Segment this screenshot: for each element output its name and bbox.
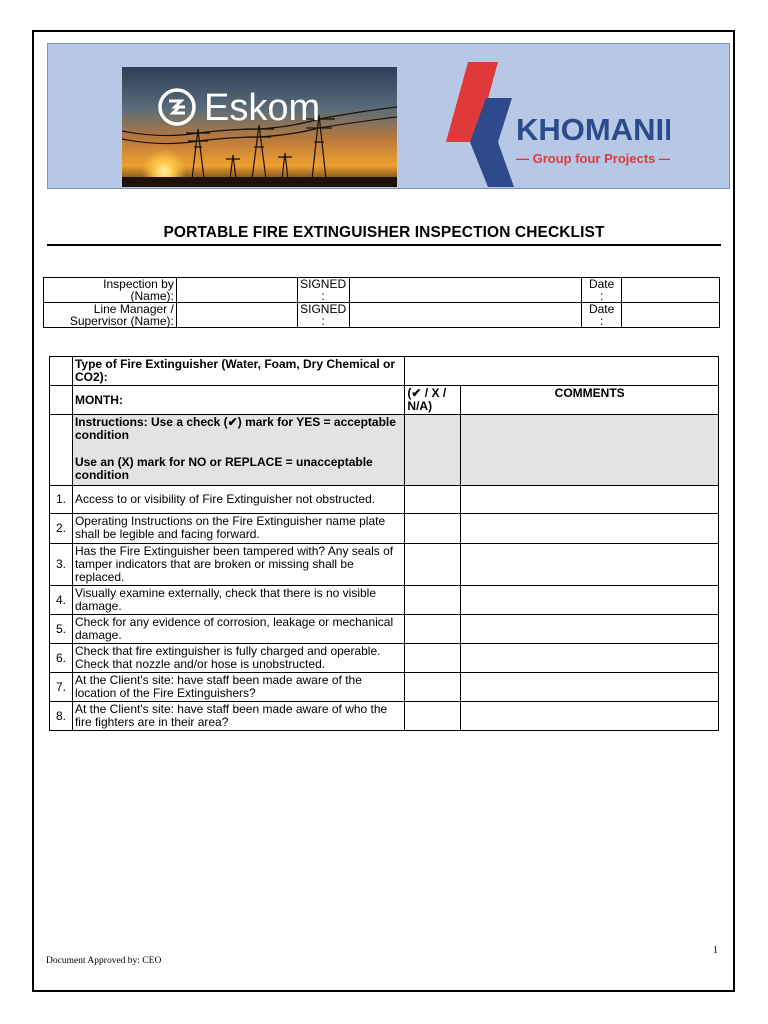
item-text: Operating Instructions on the Fire Extinguisher name plate shall be legible and facing forward. [72, 514, 404, 544]
item-text: At the Client's site: have staff been made aware of the location of the Fire Extinguishers? [72, 673, 404, 702]
document-approval-note: Document Approved by: CEO [46, 956, 162, 966]
inspection-signature-field[interactable] [349, 278, 582, 303]
item-number: 2. [50, 514, 73, 544]
instructions-no: Use an (X) mark for NO or REPLACE = unacceptable condition [74, 455, 373, 482]
blank-cell [50, 415, 73, 486]
item-comments-field[interactable] [461, 673, 719, 702]
month-label: MONTH: [72, 386, 404, 415]
signed-colon: : [321, 289, 325, 303]
line-manager-label-line1: Line Manager / [93, 302, 174, 316]
instructions-cell [72, 415, 404, 486]
item-text: Access to or visibility of Fire Extinguisher not obstructed. [72, 486, 404, 514]
type-label: Type of Fire Extinguisher (Water, Foam, Dry Chemical or CO2): [72, 357, 404, 386]
line-manager-label [44, 303, 177, 328]
item-number: 5. [50, 615, 73, 644]
item-number: 1. [50, 486, 73, 514]
item-comments-field[interactable] [461, 586, 719, 615]
khomanie-logo [440, 60, 670, 188]
signed-text: SIGNED [300, 302, 347, 316]
grey-cell [461, 415, 719, 486]
date-label [582, 278, 622, 303]
item-mark-field[interactable] [405, 644, 461, 673]
item-mark-field[interactable] [405, 486, 461, 514]
item-number: 7. [50, 673, 73, 702]
instructions-row [50, 415, 719, 486]
date-text: Date [588, 302, 615, 316]
checklist-item-3 [50, 544, 719, 586]
sign-off-table [43, 277, 720, 328]
item-number: 6. [50, 644, 73, 673]
inspection-by-label-line1: Inspection by [103, 277, 174, 291]
comments-header: COMMENTS [461, 386, 719, 415]
eskom-logo [122, 67, 397, 187]
item-number: 3. [50, 544, 73, 586]
date-colon: : [599, 314, 604, 328]
type-field[interactable] [405, 357, 719, 386]
signed-label [297, 278, 349, 303]
checklist-item-8 [50, 702, 719, 731]
date-text: Date [588, 277, 615, 291]
item-mark-field[interactable] [405, 544, 461, 586]
inspection-date-field[interactable] [622, 278, 720, 303]
inspection-by-row [44, 278, 720, 303]
item-mark-field[interactable] [405, 586, 461, 615]
signed-label [297, 303, 349, 328]
month-row [50, 386, 719, 415]
item-mark-field[interactable] [405, 673, 461, 702]
checklist-item-5 [50, 615, 719, 644]
type-row [50, 357, 719, 386]
item-comments-field[interactable] [461, 702, 719, 731]
checklist-item-4 [50, 586, 719, 615]
item-comments-field[interactable] [461, 644, 719, 673]
item-comments-field[interactable] [461, 514, 719, 544]
item-text: Check for any evidence of corrosion, leakage or mechanical damage. [72, 615, 404, 644]
item-text: Has the Fire Extinguisher been tampered with? Any seals of tamper indicators that are broken or missing shall be replaced. [72, 544, 404, 586]
title-underline [47, 244, 721, 246]
checklist-item-6 [50, 644, 719, 673]
line-manager-date-field[interactable] [622, 303, 720, 328]
item-comments-field[interactable] [461, 486, 719, 514]
signed-colon: : [321, 314, 325, 328]
checklist-table [49, 356, 719, 731]
item-number: 8. [50, 702, 73, 731]
line-manager-signature-field[interactable] [349, 303, 582, 328]
blank-cell [50, 357, 73, 386]
item-mark-field[interactable] [405, 514, 461, 544]
blank-cell [50, 386, 73, 415]
item-text: At the Client's site: have staff been made aware of who the fire fighters are in their area? [72, 702, 404, 731]
item-mark-field[interactable] [405, 615, 461, 644]
inspection-by-label [44, 278, 177, 303]
item-comments-field[interactable] [461, 615, 719, 644]
checklist-item-7 [50, 673, 719, 702]
date-colon: : [599, 289, 604, 303]
eskom-wordmark: Eskom [204, 87, 321, 129]
item-comments-field[interactable] [461, 544, 719, 586]
inspection-by-name-field[interactable] [176, 278, 297, 303]
page-title: PORTABLE FIRE EXTINGUISHER INSPECTION CHECKLIST [163, 224, 605, 241]
signed-text: SIGNED [300, 277, 347, 291]
item-text: Visually examine externally, check that there is no visible damage. [72, 586, 404, 615]
instructions-yes: Instructions: Use a check (✔) mark for YES = acceptable condition [74, 415, 396, 442]
eskom-sunset-image [122, 67, 397, 187]
line-manager-name-field[interactable] [176, 303, 297, 328]
khomanie-wordmark: KHOMANIE [516, 112, 670, 147]
line-manager-label-line2: Supervisor (Name): [69, 314, 174, 328]
grey-cell [405, 415, 461, 486]
checklist-item-1 [50, 486, 719, 514]
khomanie-tagline: — Group four Projects — [516, 151, 670, 166]
inspection-by-label-line2: (Name): [130, 289, 174, 303]
line-manager-row [44, 303, 720, 328]
item-mark-field[interactable] [405, 702, 461, 731]
date-label [582, 303, 622, 328]
mark-header: (✔ / X / N/A) [405, 386, 461, 415]
page-number: 1 [713, 945, 718, 956]
checklist-item-2 [50, 514, 719, 544]
item-text: Check that fire extinguisher is fully charged and operable. Check that nozzle and/or hose is unobstructed. [72, 644, 404, 673]
item-number: 4. [50, 586, 73, 615]
